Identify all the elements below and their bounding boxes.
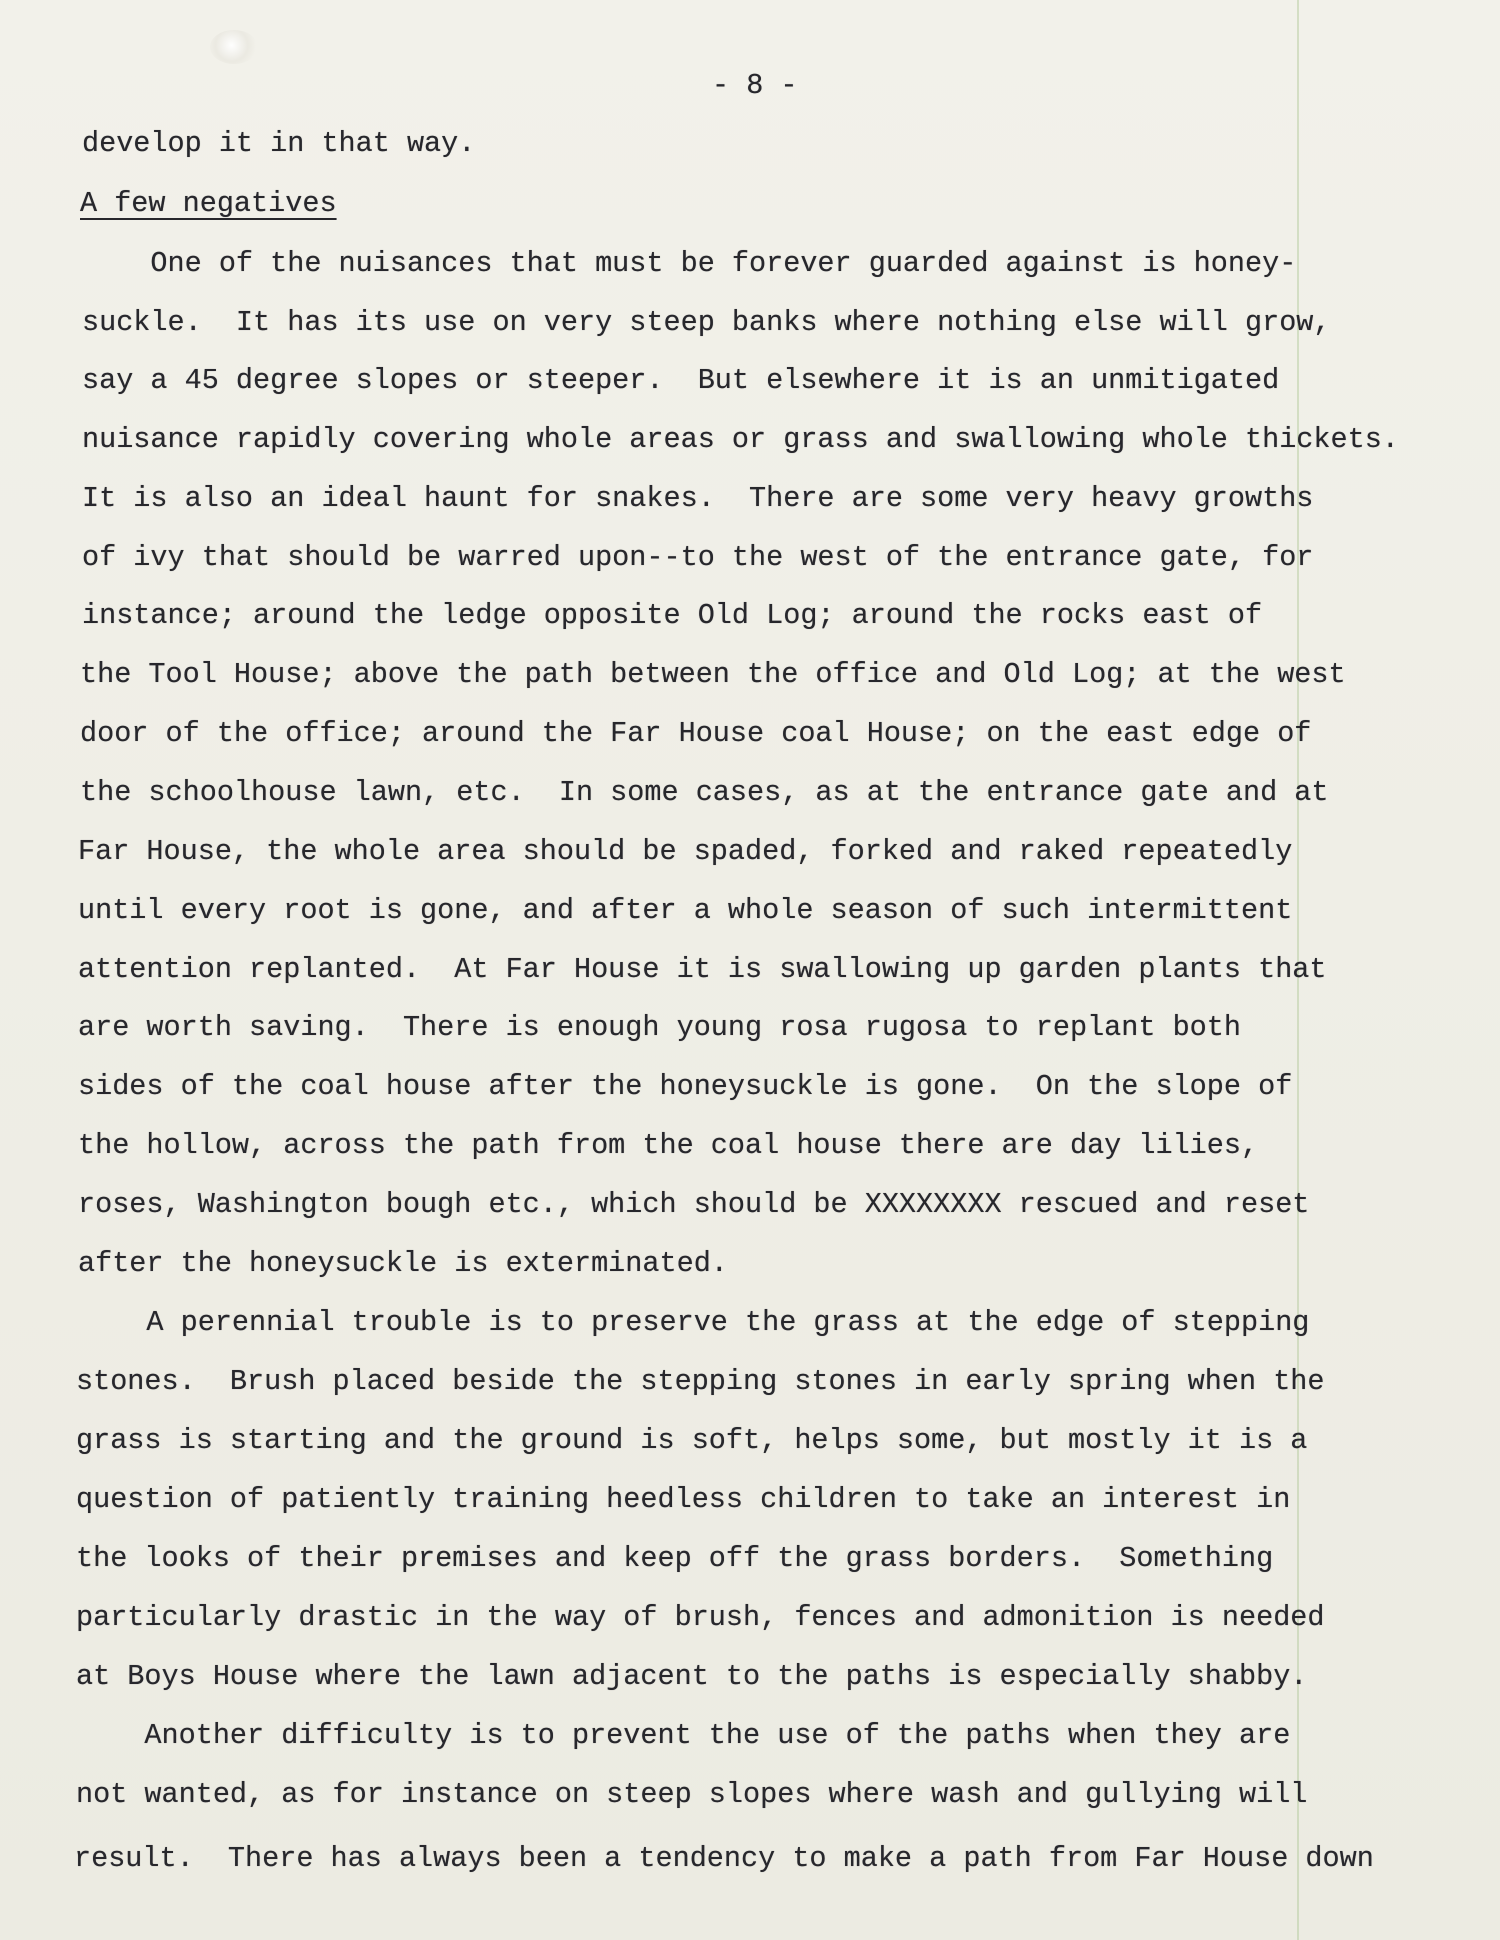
section-heading: A few negatives [80, 187, 337, 220]
text-line-21: A perennial trouble is to preserve the grass at the edge of stepping [78, 1306, 1310, 1339]
text-line-17: sides of the coal house after the honeysuckle is gone. On the slope of [78, 1070, 1293, 1103]
text-line-8: of ivy that should be warred upon--to the west of the entrance gate, for [82, 541, 1314, 574]
text-line-15: attention replanted. At Far House it is swallowing up garden plants that [78, 953, 1327, 986]
text-line-26: particularly drastic in the way of brush, fences and admonition is needed [76, 1601, 1325, 1634]
text-line-10: the Tool House; above the path between the office and Old Log; at the west [80, 658, 1346, 691]
text-line-7: It is also an ideal haunt for snakes. There are some very heavy growths [82, 482, 1314, 515]
text-line-3: One of the nuisances that must be forever guarded against is honey- [82, 247, 1297, 280]
text-line-23: grass is starting and the ground is soft, helps some, but mostly it is a [76, 1424, 1308, 1457]
text-line-29: not wanted, as for instance on steep slopes where wash and gullying will [76, 1778, 1308, 1811]
text-line-9: instance; around the ledge opposite Old Log; around the rocks east of [82, 599, 1263, 632]
text-line-13: Far House, the whole area should be spaded, forked and raked repeatedly [78, 835, 1293, 868]
text-line-4: suckle. It has its use on very steep banks where nothing else will grow, [82, 306, 1331, 339]
text-line-14: until every root is gone, and after a whole season of such intermittent [78, 894, 1293, 927]
text-line-5: say a 45 degree slopes or steeper. But elsewhere it is an unmitigated [82, 364, 1280, 397]
text-line-25: the looks of their premises and keep off the grass borders. Something [76, 1542, 1274, 1575]
text-line-18: the hollow, across the path from the coal house there are day lilies, [78, 1129, 1259, 1162]
text-line-30: result. There has always been a tendency to make a path from Far House down [74, 1842, 1374, 1875]
text-line-28: Another difficulty is to prevent the use of the paths when they are [76, 1719, 1291, 1752]
text-line-12: the schoolhouse lawn, etc. In some cases, as at the entrance gate and at [80, 776, 1329, 809]
text-line-11: door of the office; around the Far House coal House; on the east edge of [80, 717, 1312, 750]
text-line-20: after the honeysuckle is exterminated. [78, 1247, 728, 1280]
text-line-19: roses, Washington bough etc., which should be XXXXXXXX rescued and reset [78, 1188, 1310, 1221]
text-line-24: question of patiently training heedless children to take an interest in [76, 1483, 1291, 1516]
text-line-16: are worth saving. There is enough young rosa rugosa to replant both [78, 1011, 1241, 1044]
text-line-6: nuisance rapidly covering whole areas or grass and swallowing whole thickets. [82, 423, 1399, 456]
text-line-1: develop it in that way. [82, 127, 476, 160]
text-line-22: stones. Brush placed beside the stepping stones in early spring when the [76, 1365, 1325, 1398]
paper-blemish [210, 30, 258, 64]
text-line-27: at Boys House where the lawn adjacent to the paths is especially shabby. [76, 1660, 1308, 1693]
page-number: - 8 - [712, 69, 798, 102]
